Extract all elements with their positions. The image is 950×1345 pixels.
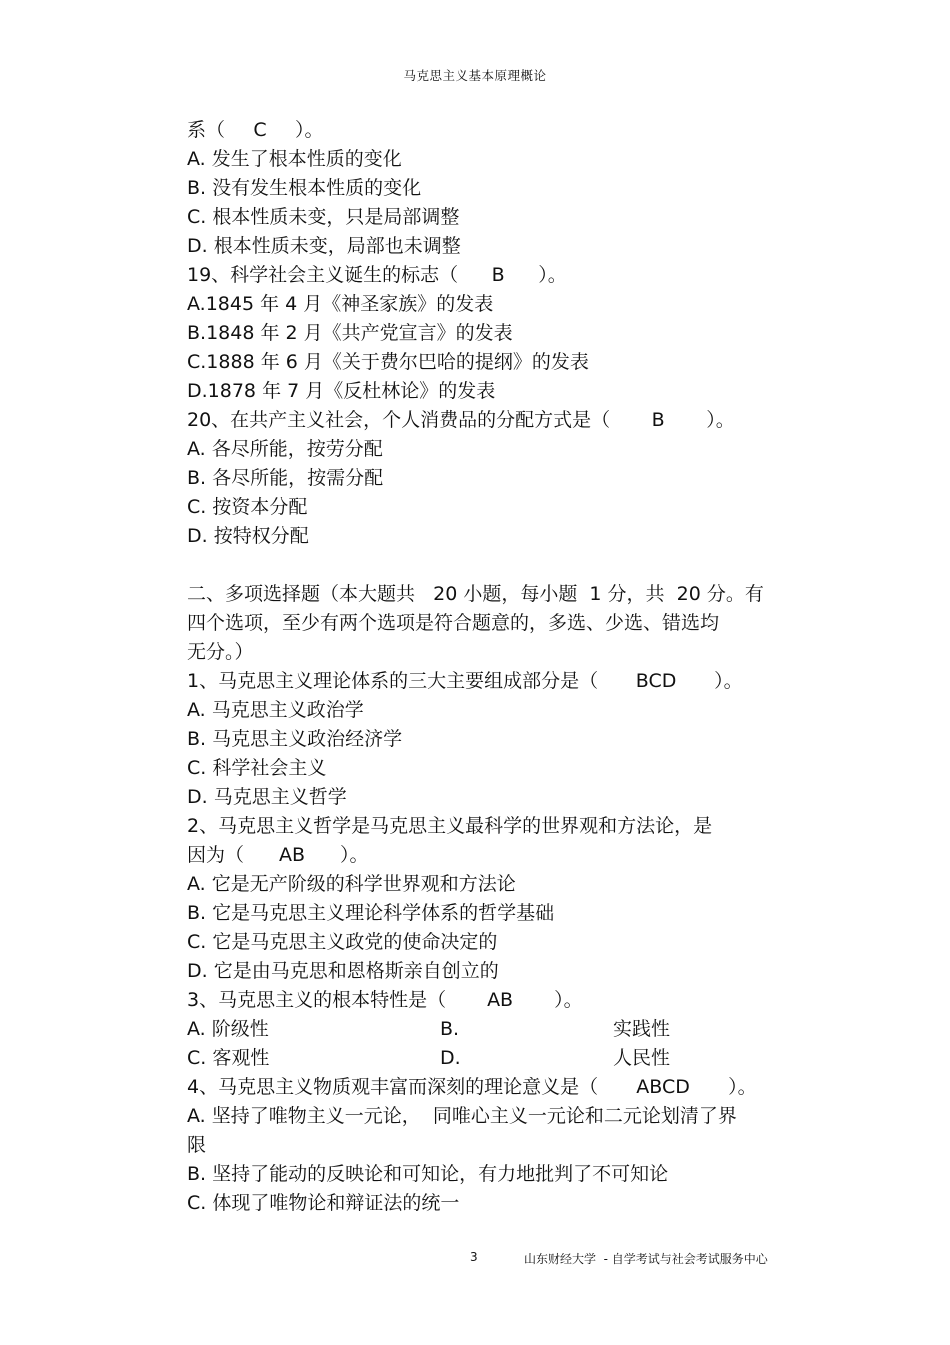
option: A. 阶级性 (187, 1018, 269, 1040)
answer-mark: AB (278, 844, 306, 866)
option: A. 坚持了唯物主义一元论， 同唯心主义一元论和二元论划清了界 (187, 1105, 737, 1127)
option: A. 它是无产阶级的科学世界观和方法论 (187, 873, 516, 895)
question-stem: 20、在共产主义社会，个人消费品的分配方式是（ B ）。 (187, 406, 827, 435)
option: A. 马克思主义政治学 (187, 699, 364, 721)
question-stem: 2、马克思主义哲学是马克思主义最科学的世界观和方法论，是 (187, 815, 713, 837)
option: C. 客观性 (187, 1047, 270, 1069)
question-stem: 19、科学社会主义诞生的标志（ B ）。 (187, 261, 827, 290)
option: 实践性 (613, 1018, 671, 1040)
option: A. 发生了根本性质的变化 (187, 148, 402, 170)
option: B. 马克思主义政治经济学 (187, 728, 403, 750)
page-number: 3 (470, 1250, 478, 1264)
answer-mark: BCD (635, 670, 677, 692)
option: A.1845 年 4 月《神圣家族》的发表 (187, 293, 494, 315)
option: C. 根本性质未变，只是局部调整 (187, 206, 460, 228)
option: C. 按资本分配 (187, 496, 308, 518)
option: D.1878 年 7 月《反杜林论》的发表 (187, 380, 496, 402)
option: 限 (187, 1134, 207, 1156)
option: B. 各尽所能，按需分配 (187, 467, 384, 489)
answer-mark: B (491, 264, 505, 286)
option: B. 坚持了能动的反映论和可知论，有力地批判了不可知论 (187, 1163, 669, 1185)
section-heading: 四个选项，至少有两个选项是符合题意的，多选、少选、错选均 (187, 612, 720, 634)
option: B. (440, 1018, 460, 1040)
question-stem: 4、马克思主义物质观丰富而深刻的理论意义是（ ABCD ）。 (187, 1073, 827, 1102)
answer-mark: C (253, 119, 267, 141)
footer-source: 山东财经大学 - 自学考试与社会考试服务中心 (524, 1252, 768, 1266)
question-stem: 1、马克思主义理论体系的三大主要组成部分是（ BCD ）。 (187, 667, 827, 696)
option: D. 根本性质未变，局部也未调整 (187, 235, 461, 257)
option: C. 科学社会主义 (187, 757, 327, 779)
option: B.1848 年 2 月《共产党宣言》的发表 (187, 322, 513, 344)
option: A. 各尽所能，按劳分配 (187, 438, 383, 460)
option: D. 按特权分配 (187, 525, 309, 547)
option: C. 体现了唯物论和辩证法的统一 (187, 1192, 460, 1214)
option: B. 它是马克思主义理论科学体系的哲学基础 (187, 902, 555, 924)
question-stem: 3、马克思主义的根本特性是（ AB ）。 (187, 986, 827, 1015)
document-body (187, 116, 827, 1218)
option: D. 马克思主义哲学 (187, 786, 347, 808)
answer-mark: AB (487, 989, 514, 1011)
page-header-title: 马克思主义基本原理概论 (403, 68, 547, 83)
option: 人民性 (613, 1047, 671, 1069)
option-row (187, 1044, 827, 1073)
section-heading: 无分。） (187, 641, 254, 663)
option: D. (440, 1047, 461, 1069)
section-heading: 二、多项选择题（本大题共 20 小题，每小题 1 分，共 20 分。有 (187, 583, 764, 605)
question-stem: 系（ C ）。 (187, 116, 827, 145)
option-row (187, 1015, 827, 1044)
question-stem: 因为（ AB ）。 (187, 841, 827, 870)
option: C.1888 年 6 月《关于费尔巴哈的提纲》的发表 (187, 351, 589, 373)
answer-mark: B (651, 409, 665, 431)
spacer (187, 551, 827, 580)
answer-mark: ABCD (636, 1076, 690, 1098)
option: C. 它是马克思主义政党的使命决定的 (187, 931, 498, 953)
option: D. 它是由马克思和恩格斯亲自创立的 (187, 960, 499, 982)
option: B. 没有发生根本性质的变化 (187, 177, 422, 199)
